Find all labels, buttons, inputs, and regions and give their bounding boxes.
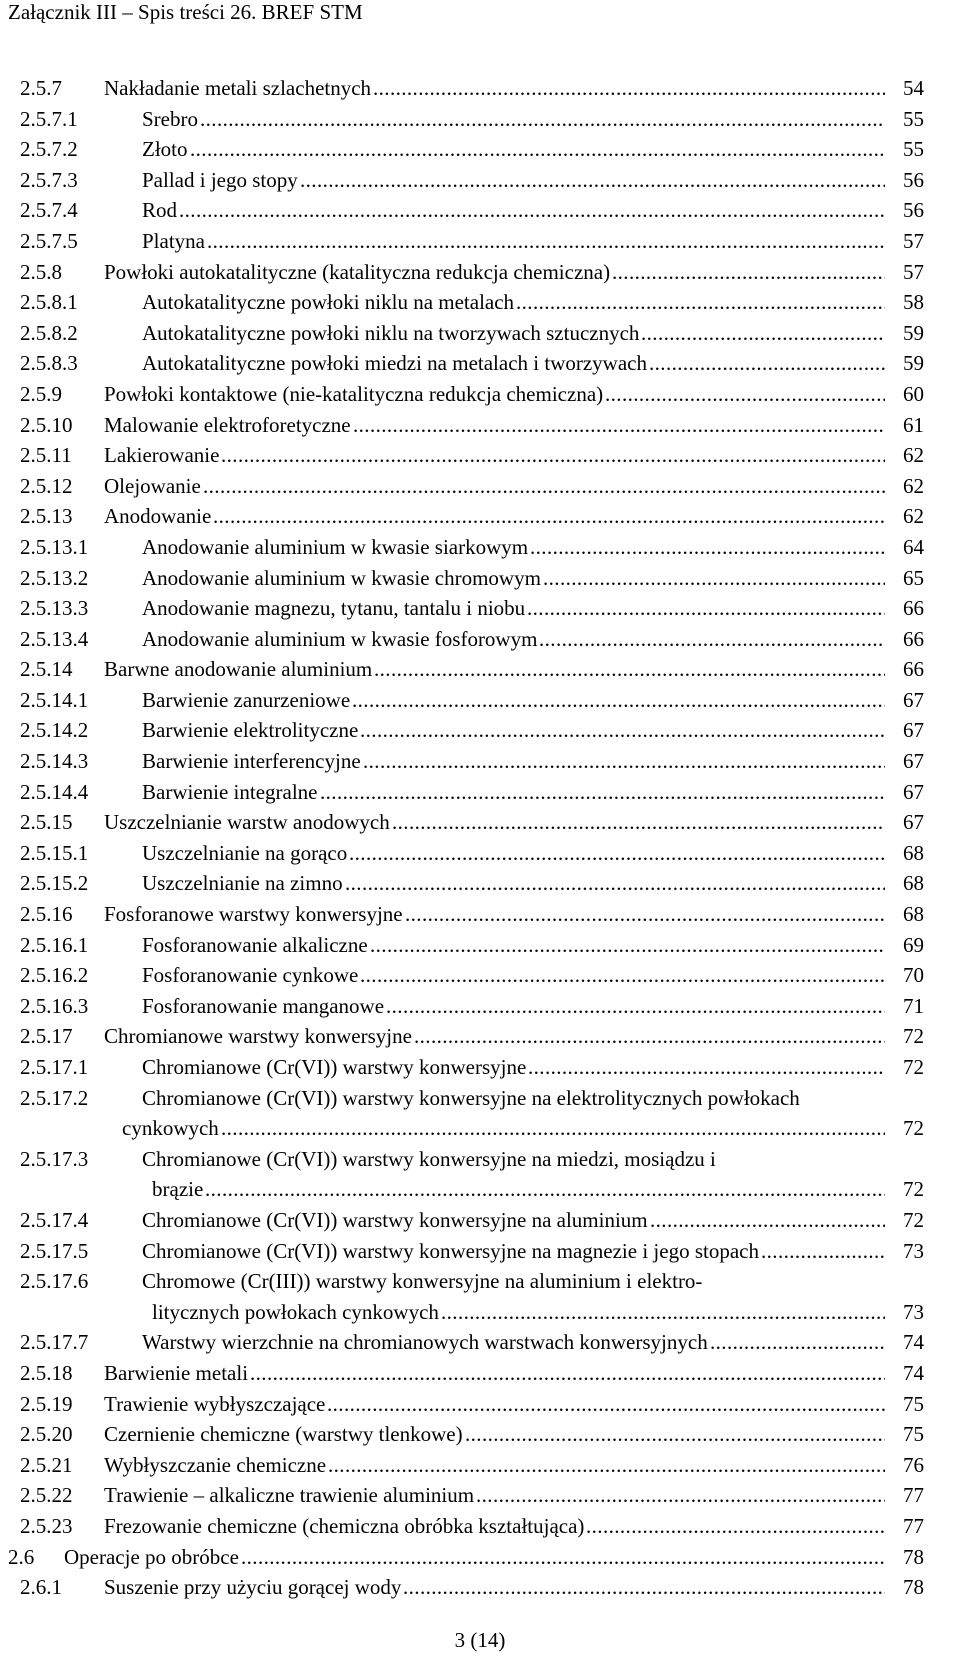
toc-entry-page: 61 [903,412,924,437]
toc-entry-page: 60 [903,381,924,406]
toc-entry-page: 72 [903,1116,924,1141]
toc-dot-leader [241,1542,885,1573]
toc-entry[interactable] [0,1174,960,1205]
toc-dot-leader [392,807,885,838]
toc-dot-leader [527,593,885,624]
toc-entry[interactable] [0,257,960,288]
toc-entry-title: Suszenie przy użyciu gorącej wody [104,1575,402,1600]
toc-entry-page: 73 [903,1299,924,1324]
toc-entry-page: 68 [903,840,924,865]
toc-entry[interactable] [0,195,960,226]
toc-entry-title: Powłoki autokatalityczne (katalityczna redukcja chemiczna) [104,259,611,284]
toc-dot-leader [360,715,885,746]
toc-entry-title: Powłoki kontaktowe (nie-katalityczna redukcja chemiczna) [104,381,604,406]
toc-entry-title: Autokatalityczne powłoki miedzi na metalach i tworzywach [142,351,647,376]
toc-entry-number: 2.5.10 [20,412,73,437]
toc-entry-number: 2.5.17.3 [20,1146,89,1171]
toc-entry[interactable] [0,73,960,104]
toc-entry-title: Złoto [142,137,188,162]
toc-entry-page: 72 [903,1207,924,1232]
toc-entry-title: Czernienie chemiczne (warstwy tlenkowe) [104,1422,463,1447]
toc-entry-number: 2.5.17.5 [20,1238,89,1263]
toc-entry-number: 2.5.15.1 [20,840,89,865]
toc-dot-leader [300,165,885,196]
toc-dot-leader [539,624,885,655]
toc-entry-number: 2.5.8.2 [20,320,78,345]
toc-entry-title: Operacje po obróbce [64,1544,239,1569]
toc-entry-number: 2.5.8.3 [20,351,78,376]
toc-entry-title: Barwienie metali [104,1360,249,1385]
toc-entry-title: Malowanie elektroforetyczne [104,412,351,437]
toc-entry-title: Chromianowe (Cr(VI)) warstwy konwersyjne na elektrolitycznych powłokach [142,1085,800,1110]
toc-entry-title: Anodowanie aluminium w kwasie siarkowym [142,534,529,559]
toc-entry[interactable] [0,930,960,961]
toc-dot-leader [516,287,885,318]
toc-entry-number: 2.5.17 [20,1024,73,1049]
toc-entry-title: Uszczelnianie warstw anodowych [104,810,390,835]
toc-entry[interactable] [0,165,960,196]
toc-entry[interactable] [0,440,960,471]
toc-entry-page: 74 [903,1330,924,1355]
toc-entry[interactable] [0,1113,960,1144]
toc-entry[interactable] [0,1389,960,1420]
toc-entry[interactable] [0,746,960,777]
toc-dot-leader [641,318,885,349]
toc-entry-page: 68 [903,902,924,927]
toc-entry-title: Autokatalityczne powłoki niklu na metalach [142,290,515,315]
toc-entry-page: 72 [903,1024,924,1049]
toc-entry-number: 2.5.13.4 [20,626,89,651]
toc-entry[interactable] [0,1021,960,1052]
toc-entry-number: 2.5.13.2 [20,565,89,590]
toc-entry-number: 2.5.20 [20,1422,73,1447]
toc-entry[interactable] [0,1511,960,1542]
toc-entry[interactable] [0,1419,960,1450]
toc-entry[interactable] [0,563,960,594]
toc-entry[interactable] [0,991,960,1022]
toc-entry-title: Anodowanie magnezu, tytanu, tantalu i niobu [142,596,526,621]
toc-entry[interactable] [0,654,960,685]
toc-entry-number: 2.6.1 [20,1575,62,1600]
toc-entry-title: Wybłyszczanie chemiczne [104,1452,327,1477]
toc-entry[interactable] [0,379,960,410]
toc-entry-title: Barwienie integralne [142,779,318,804]
toc-entry-number: 2.5.9 [20,381,62,406]
toc-entry-number: 2.5.7.4 [20,198,78,223]
toc-entry-number: 2.5.16 [20,902,73,927]
toc-entry-title: Frezowanie chemiczne (chemiczna obróbka kształtująca) [104,1513,585,1538]
toc-entry-number: 2.5.14.1 [20,687,89,712]
toc-entry-title: Warstwy wierzchnie na chromianowych warstwach konwersyjnych [142,1330,708,1355]
toc-entry-page: 57 [903,259,924,284]
toc-entry-title: Uszczelnianie na zimno [142,871,343,896]
toc-entry-page: 75 [903,1391,924,1416]
toc-entry-number: 2.5.12 [20,473,73,498]
toc-entry-title: Anodowanie [104,504,212,529]
toc-dot-leader [710,1327,885,1358]
toc-entry-title-continued: brązie [152,1177,204,1202]
toc-entry[interactable] [0,593,960,624]
toc-entry-title: Chromianowe (Cr(VI)) warstwy konwersyjne [142,1055,527,1079]
toc-entry[interactable] [0,471,960,502]
toc-entry-page: 67 [903,749,924,774]
toc-entry-title: Barwienie elektrolityczne [142,718,359,743]
toc-entry-title: Chromianowe (Cr(VI)) warstwy konwersyjne na miedzi, mosiądzu i [142,1146,716,1171]
toc-entry-page: 67 [903,810,924,835]
toc-dot-leader [605,379,885,410]
toc-entry-title: Fosforanowe warstwy konwersyjne [104,902,403,927]
toc-entry[interactable] [0,960,960,991]
toc-entry-number: 2.5.13.1 [20,534,89,559]
toc-entry-number: 2.5.17.2 [20,1085,89,1110]
toc-entry-page: 66 [903,626,924,651]
toc-entry-title: Olejowanie [104,473,201,498]
toc-entry-number: 2.5.15.2 [20,871,89,896]
toc-entry-number: 2.5.21 [20,1452,73,1477]
toc-dot-leader [405,899,885,930]
toc-entry-number: 2.5.19 [20,1391,73,1416]
toc-entry[interactable] [0,1266,960,1297]
toc-entry[interactable] [0,348,960,379]
toc-entry-title: Trawienie – alkaliczne trawienie aluminium [104,1483,475,1508]
toc-entry-page: 59 [903,351,924,376]
toc-entry-page: 58 [903,290,924,315]
toc-entry-number: 2.5.13.3 [20,596,89,621]
toc-entry-number: 2.5.7.3 [20,167,78,192]
toc-dot-leader [528,1052,885,1083]
toc-entry-page: 76 [903,1452,924,1477]
toc-entry-number: 2.5.23 [20,1513,73,1538]
toc-dot-leader [370,930,885,961]
toc-entry-title: Chromianowe (Cr(VI)) warstwy konwersyjne na magnezie i jego stopach [142,1238,759,1263]
toc-entry-number: 2.5.17.4 [20,1207,89,1232]
toc-entry-page: 62 [903,504,924,529]
toc-entry-title: Srebro [142,106,198,131]
toc-entry-number: 2.5.15 [20,810,73,835]
toc-entry-page: 57 [903,228,924,253]
toc-entry-page: 69 [903,932,924,957]
page-header: Załącznik III – Spis treści 26. BREF STM [8,0,363,24]
toc-entry[interactable] [0,1358,960,1389]
toc-entry-title: Trawienie wybłyszczające [104,1391,326,1416]
toc-dot-leader [200,104,885,135]
toc-dot-leader [327,1389,885,1420]
toc-entry-title: Chromowe (Cr(III)) warstwy konwersyjne na aluminium i elektro- [142,1269,703,1294]
toc-entry-title: Platyna [142,228,205,253]
toc-entry-page: 77 [903,1483,924,1508]
toc-entry-page: 78 [903,1575,924,1600]
toc-entry-title: Anodowanie aluminium w kwasie chromowym [142,565,541,590]
toc-entry[interactable] [0,318,960,349]
toc-dot-leader [386,991,885,1022]
toc-dot-leader [441,1297,885,1328]
toc-dot-leader [586,1511,885,1542]
toc-entry-page: 64 [903,534,924,559]
toc-dot-leader [650,1205,885,1236]
toc-entry[interactable] [0,838,960,869]
toc-entry-number: 2.5.22 [20,1483,73,1508]
toc-entry-title: Uszczelnianie na gorąco [142,840,348,865]
toc-entry[interactable] [0,410,960,441]
toc-entry-number: 2.5.8 [20,259,62,284]
toc-entry[interactable] [0,226,960,257]
toc-dot-leader [328,1450,885,1481]
toc-entry-number: 2.5.16.1 [20,932,89,957]
toc-entry-number: 2.5.18 [20,1360,73,1385]
toc-entry-title: Nakładanie metali szlachetnych [104,76,372,100]
toc-entry-page: 78 [903,1544,924,1569]
toc-dot-leader [190,134,885,165]
toc-entry[interactable] [0,807,960,838]
toc-entry[interactable] [0,899,960,930]
toc-dot-leader [761,1236,885,1267]
toc-entry-title: Barwienie interferencyjne [142,749,361,774]
toc-entry-page: 67 [903,687,924,712]
toc-entry-page: 77 [903,1513,924,1538]
toc-entry[interactable] [0,715,960,746]
toc-entry-page: 55 [903,106,924,131]
toc-dot-leader [352,685,885,716]
toc-entry-title: Autokatalityczne powłoki niklu na tworzywach sztucznych [142,320,640,345]
toc-entry-number: 2.5.13 [20,504,73,529]
toc-entry-page: 75 [903,1422,924,1447]
toc-entry-page: 67 [903,718,924,743]
toc-entry-page: 56 [903,167,924,192]
toc-entry[interactable] [0,1083,960,1114]
toc-dot-leader [221,440,885,471]
toc-entry-number: 2.5.16.3 [20,993,89,1018]
toc-entry-page: 68 [903,871,924,896]
toc-dot-leader [250,1358,885,1389]
toc-entry-number: 2.5.8.1 [20,290,78,315]
toc-entry[interactable] [0,777,960,808]
toc-entry-title: Barwne anodowanie aluminium [104,657,373,682]
toc-dot-leader [221,1113,885,1144]
toc-dot-leader [649,348,885,379]
toc-entry-page: 72 [903,1177,924,1202]
toc-entry[interactable] [0,1144,960,1175]
toc-entry[interactable] [0,1297,960,1328]
toc-entry[interactable] [0,287,960,318]
toc-entry-number: 2.5.14.3 [20,749,89,774]
toc-entry-page: 67 [903,779,924,804]
toc-entry-title: Lakierowanie [104,443,220,468]
toc-dot-leader [179,195,885,226]
toc-entry-page: 72 [903,1055,924,1079]
toc-entry-page: 73 [903,1238,924,1263]
toc-entry-page: 71 [903,993,924,1018]
toc-dot-leader [543,563,885,594]
toc-entry[interactable] [0,1480,960,1511]
toc-entry-title: Fosforanowanie alkaliczne [142,932,368,957]
toc-entry-title: Pallad i jego stopy [142,167,298,192]
toc-entry-title-continued: litycznych powłokach cynkowych [152,1299,439,1324]
toc-entry-title: Chromianowe warstwy konwersyjne [104,1024,412,1049]
toc-dot-leader [320,777,885,808]
toc-entry-number: 2.5.7 [20,76,62,100]
toc-entry-number: 2.5.17.6 [20,1269,89,1294]
toc-entry-page: 56 [903,198,924,223]
toc-dot-leader [403,1572,885,1603]
toc-entry[interactable] [0,501,960,532]
toc-entry[interactable] [0,532,960,563]
toc-dot-leader [360,960,885,991]
toc-dot-leader [465,1419,885,1450]
toc-entry[interactable] [0,624,960,655]
toc-entry-page: 55 [903,137,924,162]
toc-entry[interactable] [0,1052,960,1083]
toc-entry-number: 2.5.7.1 [20,106,78,131]
toc-dot-leader [203,471,885,502]
toc-entry-page: 54 [903,76,924,100]
toc-dot-leader [345,868,885,899]
toc-dot-leader [374,654,885,685]
toc-entry[interactable] [0,1450,960,1481]
toc-entry-title: Fosforanowanie manganowe [142,993,385,1018]
toc-entry-title-continued: cynkowych [122,1116,219,1141]
table-of-contents [0,73,960,1603]
toc-dot-leader [414,1021,885,1052]
toc-entry[interactable] [0,1542,960,1573]
toc-dot-leader [213,501,885,532]
toc-entry-number: 2.5.14.4 [20,779,89,804]
toc-entry[interactable] [0,134,960,165]
toc-entry-number: 2.5.17.7 [20,1330,89,1355]
toc-dot-leader [349,838,885,869]
toc-dot-leader [612,257,885,288]
toc-entry[interactable] [0,1205,960,1236]
toc-entry-page: 62 [903,443,924,468]
toc-entry-number: 2.5.7.2 [20,137,78,162]
toc-entry-title: Anodowanie aluminium w kwasie fosforowym [142,626,538,651]
toc-entry-title: Chromianowe (Cr(VI)) warstwy konwersyjne na aluminium [142,1207,648,1232]
toc-entry[interactable] [0,1236,960,1267]
toc-entry-number: 2.5.16.2 [20,963,89,988]
toc-entry[interactable] [0,685,960,716]
toc-dot-leader [530,532,885,563]
page-number: 3 (14) [454,1628,506,1652]
toc-entry-number: 2.5.7.5 [20,228,78,253]
toc-entry-title: Rod [142,198,178,223]
toc-entry-number: 2.5.14 [20,657,73,682]
toc-dot-leader [476,1480,885,1511]
toc-dot-leader [353,410,885,441]
toc-entry-title: Fosforanowanie cynkowe [142,963,359,988]
toc-entry[interactable] [0,1327,960,1358]
toc-entry-number: 2.5.14.2 [20,718,89,743]
toc-entry-number: 2.6 [8,1544,35,1569]
toc-entry[interactable] [0,868,960,899]
toc-entry-title: Barwienie zanurzeniowe [142,687,351,712]
toc-entry-page: 66 [903,657,924,682]
toc-entry-number: 2.5.11 [20,443,72,468]
toc-dot-leader [373,73,885,104]
toc-entry-page: 59 [903,320,924,345]
toc-entry[interactable] [0,1572,960,1603]
toc-entry-page: 70 [903,963,924,988]
toc-entry-page: 66 [903,596,924,621]
toc-entry-number: 2.5.17.1 [20,1055,89,1079]
toc-dot-leader [363,746,885,777]
toc-entry-page: 65 [903,565,924,590]
toc-dot-leader [207,226,885,257]
toc-entry-page: 74 [903,1360,924,1385]
toc-entry-page: 62 [903,473,924,498]
toc-entry[interactable] [0,104,960,135]
toc-dot-leader [205,1174,885,1205]
